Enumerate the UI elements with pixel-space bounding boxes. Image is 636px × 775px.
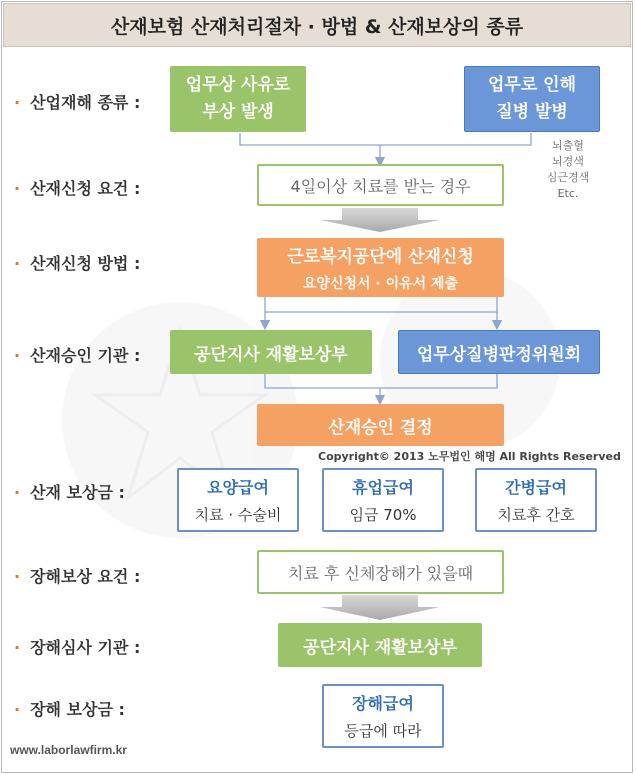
approval-committee-box: 업무상질병판정위원회 <box>398 330 600 374</box>
method-box: 근로복지공단에 산재신청 요양신청서 · 이유서 제출 <box>257 238 504 297</box>
flow-arrow-1 <box>320 208 440 232</box>
injury-box: 업무상 사유로 부상 발생 <box>170 66 306 132</box>
disability-benefit-box: 장해급여 등급에 따라 <box>322 684 444 748</box>
row-label-benefit: · 산재 보상금 : <box>14 483 125 502</box>
disability-requirement-box: 치료 후 신체장해가 있을때 <box>257 550 504 594</box>
copyright-text: Copyright© 2013 노무법인 해명 All Rights Reserved <box>318 450 621 463</box>
disease-box: 업무로 인해 질병 발병 <box>464 66 600 132</box>
website-link[interactable]: www.laborlawfirm.kr <box>10 743 127 757</box>
page-title: 산재보험 산재처리절차 · 방법 & 산재보상의 종류 <box>3 3 631 47</box>
approval-branch-box: 공단지사 재활보상부 <box>170 330 372 374</box>
decision-box: 산재승인 결정 <box>257 404 504 446</box>
row-label-injury-type: · 산업재해 종류 : <box>14 93 141 112</box>
row-label-disability-org: · 장해심사 기관 : <box>14 638 141 657</box>
benefit-leave-box: 휴업급여 임금 70% <box>322 468 444 532</box>
row-label-disability-benefit: · 장해 보상금 : <box>14 700 125 719</box>
row-label-requirement: · 산재신청 요건 : <box>14 179 141 198</box>
row-label-approval: · 산재승인 기관 : <box>14 346 141 365</box>
disease-examples: 뇌출혈 뇌경색 심근경색 Etc. <box>546 139 590 200</box>
row-label-disability-requirement: · 장해보상 요건 : <box>14 567 141 586</box>
benefit-care-box: 간병급여 치료후 간호 <box>475 468 597 532</box>
disability-org-box: 공단지사 재활보상부 <box>278 623 482 667</box>
benefit-medical-box: 요양급여 치료 · 수술비 <box>177 468 299 532</box>
row-label-method: · 산재신청 방법 : <box>14 254 141 273</box>
flow-arrow-2 <box>320 595 440 620</box>
requirement-box: 4일이상 치료를 받는 경우 <box>257 164 504 206</box>
